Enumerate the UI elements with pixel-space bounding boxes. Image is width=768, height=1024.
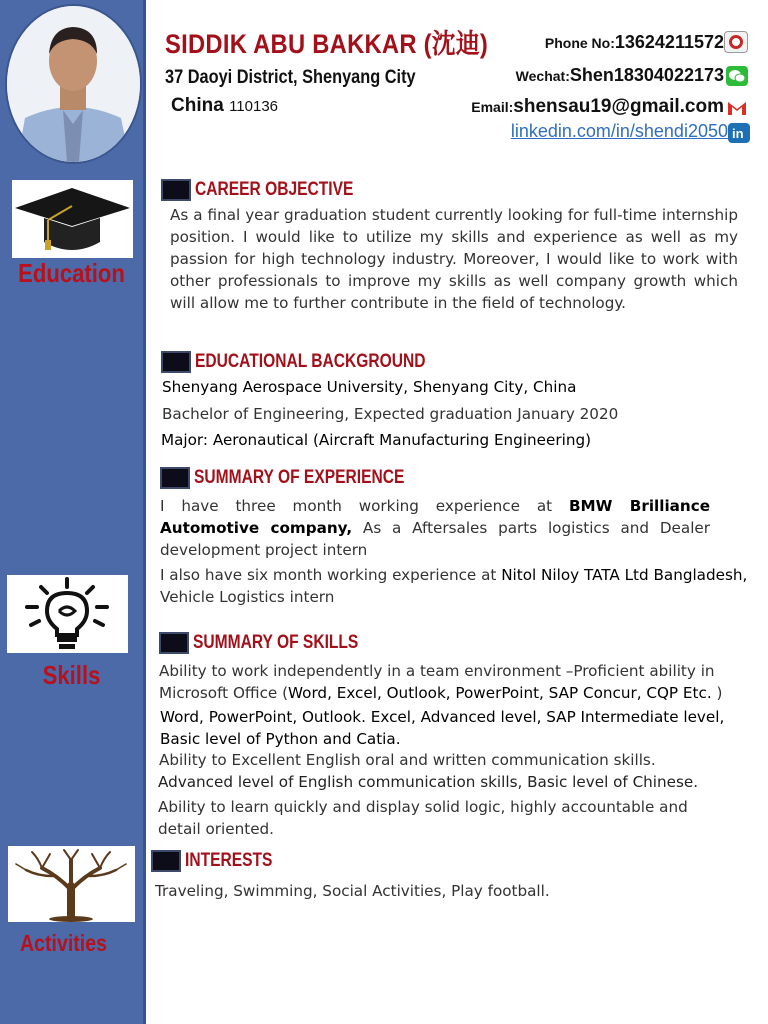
address-country — [171, 95, 278, 117]
career-objective-heading — [161, 179, 388, 201]
experience-heading — [160, 467, 451, 489]
email-contact — [471, 96, 724, 118]
interests-heading — [151, 850, 292, 872]
heading-marker — [161, 351, 191, 373]
sidebar — [0, 0, 146, 1024]
postal-code: 110136 — [229, 98, 279, 115]
lightbulb-icon — [7, 575, 128, 653]
phone-value: 13624211572 — [614, 32, 724, 52]
address-line: 37 Daoyi District, Shenyang City — [165, 67, 416, 88]
wechat-value: Shen18304022173 — [569, 65, 724, 85]
phone-label: Phone No: — [544, 35, 615, 51]
software-list: Word, Excel, Outlook, PowerPoint, SAP Concur, CQP Etc. — [288, 684, 712, 702]
education-heading — [161, 351, 476, 373]
section-title: EDUCATIONAL BACKGROUND — [195, 351, 426, 372]
profile-photo — [5, 4, 142, 164]
major: Major: Aeronautical (Aircraft Manufacturing Engineering) — [161, 431, 592, 449]
heading-marker — [161, 179, 191, 201]
phone-icon — [724, 31, 748, 53]
email-label: Email: — [471, 99, 514, 115]
skill-item-3: Ability to Excellent English oral and written communication skills. — [159, 751, 656, 769]
skills-heading — [159, 632, 395, 654]
activities-label: Activities — [20, 930, 107, 956]
linkedin-icon — [728, 123, 750, 143]
experience-paragraph-2 — [160, 564, 768, 608]
country: China — [171, 95, 224, 116]
university: Shenyang Aerospace University, Shenyang City, China — [162, 378, 577, 396]
heading-marker — [151, 850, 181, 872]
linkedin-link[interactable]: linkedin.com/in/shendi2050 — [510, 121, 728, 141]
phone-contact — [545, 32, 724, 53]
company-name: BMW Brilliance Automotive company, — [160, 497, 711, 537]
gmail-icon — [726, 98, 748, 118]
experience-paragraph-1 — [160, 495, 710, 561]
skill-item-2: Word, PowerPoint, Outlook. Excel, Advanced level, SAP Intermediate level, Basic level of Python and Catia. — [160, 708, 725, 748]
candidate-name: SIDDIK ABU BAKKAR (沈迪) — [165, 29, 489, 59]
text-run: ) — [711, 684, 723, 702]
heading-marker — [159, 632, 189, 654]
heading-marker — [160, 467, 190, 489]
svg-text:in: in — [732, 126, 744, 141]
text-run: I have three month working experience at — [160, 497, 569, 515]
section-title: INTERESTS — [185, 850, 273, 871]
text-run: Ability to work independently in a team environment –Proficient ability in Microsoft Office ( — [159, 662, 715, 702]
graduation-cap-icon — [12, 180, 133, 258]
education-label: Education — [18, 258, 125, 288]
interests-text: Traveling, Swimming, Social Activities, Play football. — [155, 882, 550, 900]
text-run: As a Aftersales parts logistics and Dealer development project intern — [160, 519, 710, 559]
skill-item-4: Advanced level of English communication skills, Basic level of Chinese. — [158, 773, 699, 791]
wechat-icon — [726, 66, 748, 86]
text-run: Vehicle Logistics intern — [160, 588, 335, 606]
wechat-contact — [516, 65, 724, 86]
section-title: SUMMARY OF SKILLS — [193, 632, 359, 653]
wechat-label: Wechat: — [515, 68, 570, 84]
section-title: CAREER OBJECTIVE — [195, 179, 354, 200]
skills-label: Skills — [42, 660, 101, 690]
email-value[interactable]: shensau19@gmail.com — [513, 96, 724, 117]
text-run: I also have six month working experience at — [160, 566, 502, 584]
skill-item-1 — [159, 660, 754, 704]
tree-icon — [8, 846, 135, 922]
skill-item-5: Ability to learn quickly and display solid logic, highly accountable and detail oriented. — [158, 798, 688, 838]
company-name: Nitol Niloy TATA Ltd Bangladesh, — [501, 566, 748, 584]
degree: Bachelor of Engineering, Expected graduation January 2020 — [162, 405, 619, 423]
section-title: SUMMARY OF EXPERIENCE — [194, 467, 405, 488]
career-objective-text: As a final year graduation student currently looking for full-time internship position. I would like to utilize my skills and experience as well as my passion for high technology industry. Moreover, I would like to work with other professionals to improve my skills as well company growth which will allow me to further contribute in the field of technology. — [170, 206, 738, 312]
